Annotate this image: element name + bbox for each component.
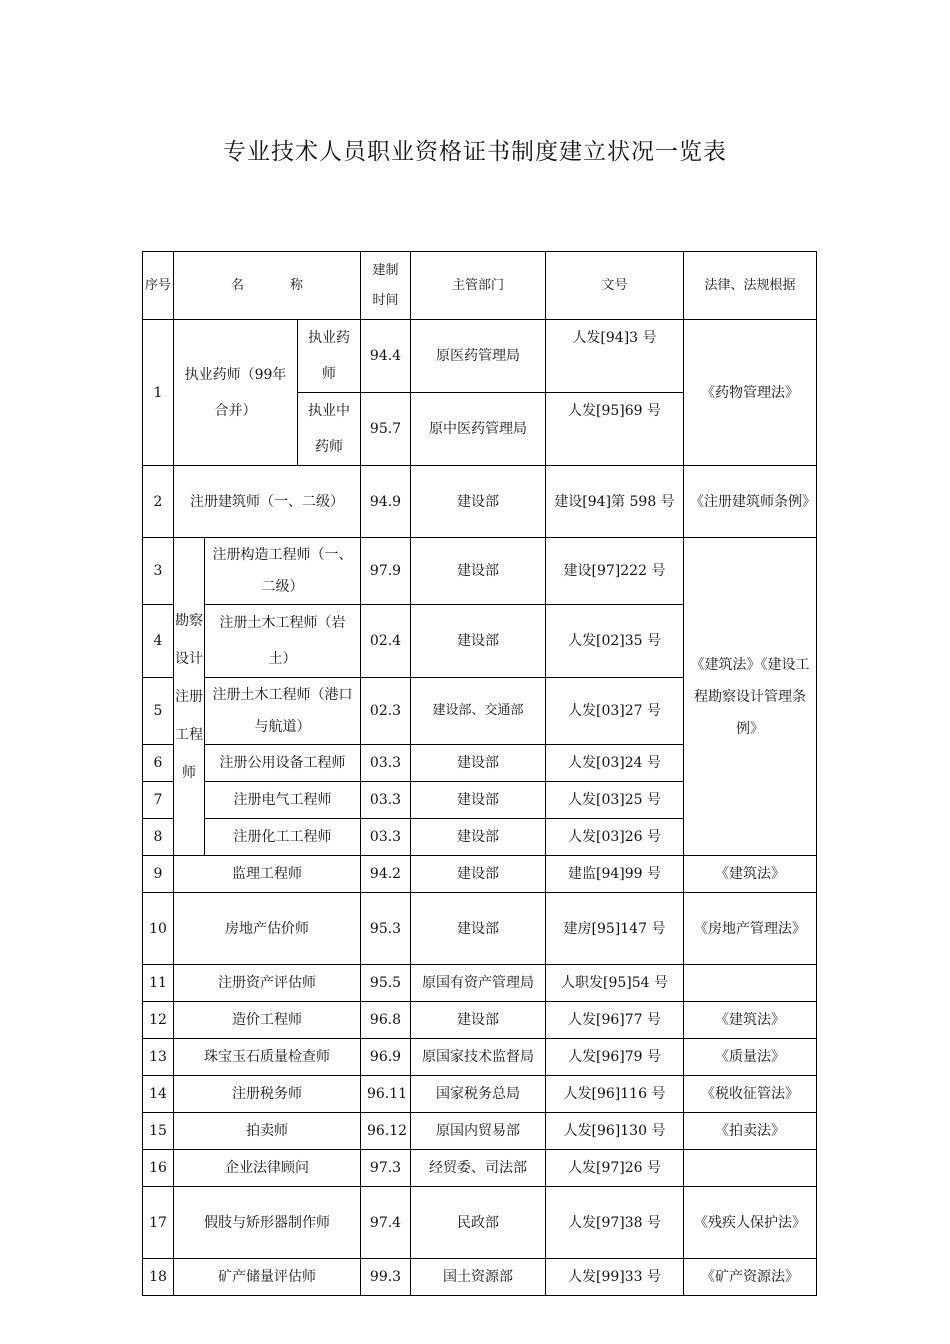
- row-time: 96.8: [361, 1002, 411, 1039]
- row-doc: 建监[94]99 号: [546, 856, 684, 893]
- row-doc: 建设[97]222 号: [546, 538, 684, 605]
- row-seq: 10: [143, 893, 174, 965]
- row-seq: 3: [143, 538, 174, 605]
- row-doc: 人发[03]27 号: [546, 678, 684, 745]
- table-row: [143, 1150, 817, 1187]
- header-law: 法律、法规根据: [684, 252, 817, 320]
- row-dept: 原国有资产管理局: [411, 965, 546, 1002]
- row-name: 房地产估价师: [174, 893, 361, 965]
- row-time: 02.4: [361, 605, 411, 678]
- row-law: [684, 1150, 817, 1187]
- row-dept: 建设部: [411, 819, 546, 856]
- header-time: 建制时间: [361, 252, 411, 320]
- row-time: 96.11: [361, 1076, 411, 1113]
- header-name-b: 称: [290, 277, 304, 293]
- row-name: 注册税务师: [174, 1076, 361, 1113]
- row-name: 假肢与矫形器制作师: [174, 1187, 361, 1259]
- row-law: 《税收征管法》: [684, 1076, 817, 1113]
- row-time: 94.9: [361, 466, 411, 538]
- row-seq: 7: [143, 782, 174, 819]
- row-seq: 11: [143, 965, 174, 1002]
- row-seq: 1: [143, 320, 174, 466]
- row-doc: 人发[99]33 号: [546, 1259, 684, 1296]
- row-name: 注册土木工程师（港口与航道）: [205, 678, 361, 745]
- row-name: 注册电气工程师: [205, 782, 361, 819]
- row-dept: 建设部、交通部: [411, 678, 546, 745]
- row-seq: 5: [143, 678, 174, 745]
- row-dept: 经贸委、司法部: [411, 1150, 546, 1187]
- row-law: 《矿产资源法》: [684, 1259, 817, 1296]
- row-time: 95.5: [361, 965, 411, 1002]
- row-dept: 原国内贸易部: [411, 1113, 546, 1150]
- row-seq: 8: [143, 819, 174, 856]
- row-name: 注册资产评估师: [174, 965, 361, 1002]
- header-name-a: 名: [230, 277, 244, 293]
- row-doc: 人发[97]26 号: [546, 1150, 684, 1187]
- row-name: 执业药师: [298, 320, 361, 393]
- header-dept: 主管部门: [411, 252, 546, 320]
- row-time: 95.3: [361, 893, 411, 965]
- row-name: 注册建筑师（一、二级）: [174, 466, 361, 538]
- row-seq: 4: [143, 605, 174, 678]
- row-doc: 人发[03]24 号: [546, 745, 684, 782]
- row-doc: 人发[02]35 号: [546, 605, 684, 678]
- row-doc: 人发[96]79 号: [546, 1039, 684, 1076]
- row-dept: 建设部: [411, 605, 546, 678]
- row-law: 《建筑法》《建设工程勘察设计管理条例》: [684, 538, 817, 856]
- row-seq: 13: [143, 1039, 174, 1076]
- row-time: 94.2: [361, 856, 411, 893]
- row-doc: 人发[03]26 号: [546, 819, 684, 856]
- row-seq: 12: [143, 1002, 174, 1039]
- row-dept: 国土资源部: [411, 1259, 546, 1296]
- row-seq: 16: [143, 1150, 174, 1187]
- table-row: [143, 1113, 817, 1150]
- qualification-table: [142, 251, 817, 1296]
- table-row: [143, 320, 817, 393]
- row-seq: 15: [143, 1113, 174, 1150]
- row-dept: 原医药管理局: [411, 320, 546, 393]
- row-dept: 国家税务总局: [411, 1076, 546, 1113]
- row-doc: 人发[97]38 号: [546, 1187, 684, 1259]
- row-law: 《注册建筑师条例》: [684, 466, 817, 538]
- table-row: [143, 1039, 817, 1076]
- row-time: 99.3: [361, 1259, 411, 1296]
- row-time: 03.3: [361, 782, 411, 819]
- row-name: 注册公用设备工程师: [205, 745, 361, 782]
- table-row: [143, 856, 817, 893]
- group-parent-name: 勘察设计注册工程师: [174, 538, 205, 856]
- row-dept: 原中医药管理局: [411, 393, 546, 466]
- row-seq: 17: [143, 1187, 174, 1259]
- table-row: [143, 1187, 817, 1259]
- row-time: 03.3: [361, 745, 411, 782]
- row-seq: 14: [143, 1076, 174, 1113]
- table-row: [143, 538, 817, 605]
- row-dept: 建设部: [411, 1002, 546, 1039]
- row-time: 02.3: [361, 678, 411, 745]
- table-row: [143, 1002, 817, 1039]
- header-seq: 序号: [143, 252, 174, 320]
- row-doc: 人发[96]130 号: [546, 1113, 684, 1150]
- table-row: [143, 893, 817, 965]
- row-seq: 9: [143, 856, 174, 893]
- row-doc: 人发[96]77 号: [546, 1002, 684, 1039]
- row-doc: 建房[95]147 号: [546, 893, 684, 965]
- row-name: 拍卖师: [174, 1113, 361, 1150]
- row-law: 《质量法》: [684, 1039, 817, 1076]
- row-doc: 人发[95]69 号: [546, 393, 684, 466]
- row-time: 94.4: [361, 320, 411, 393]
- row-time: 97.9: [361, 538, 411, 605]
- row-name: 监理工程师: [174, 856, 361, 893]
- row-dept: 建设部: [411, 856, 546, 893]
- row-name: 执业中药师: [298, 393, 361, 466]
- row-name: 矿产储量评估师: [174, 1259, 361, 1296]
- row-time: 96.9: [361, 1039, 411, 1076]
- row-dept: 建设部: [411, 538, 546, 605]
- row-name: 注册土木工程师（岩土）: [205, 605, 361, 678]
- row-dept: 民政部: [411, 1187, 546, 1259]
- page-title: 专业技术人员职业资格证书制度建立状况一览表: [223, 139, 727, 165]
- row-name: 注册构造工程师（一、二级）: [205, 538, 361, 605]
- row-dept: 建设部: [411, 782, 546, 819]
- table-row: [143, 466, 817, 538]
- row-doc: 人发[03]25 号: [546, 782, 684, 819]
- group-parent-name: 执业药师（99年合并）: [174, 320, 298, 466]
- row-time: 97.3: [361, 1150, 411, 1187]
- row-law: 《建筑法》: [684, 1002, 817, 1039]
- row-doc: 人发[94]3 号: [546, 320, 684, 393]
- row-name: 珠宝玉石质量检查师: [174, 1039, 361, 1076]
- row-time: 97.4: [361, 1187, 411, 1259]
- table-row: [143, 1076, 817, 1113]
- row-seq: 2: [143, 466, 174, 538]
- row-dept: 建设部: [411, 745, 546, 782]
- row-time: 95.7: [361, 393, 411, 466]
- row-doc: 人职发[95]54 号: [546, 965, 684, 1002]
- table-header-row: [143, 252, 817, 320]
- row-law: 《房地产管理法》: [684, 893, 817, 965]
- table-row: [143, 1259, 817, 1296]
- table-row: [143, 965, 817, 1002]
- row-seq: 18: [143, 1259, 174, 1296]
- row-time: 03.3: [361, 819, 411, 856]
- header-name: [174, 252, 361, 320]
- row-seq: 6: [143, 745, 174, 782]
- row-dept: 建设部: [411, 893, 546, 965]
- row-doc: 人发[96]116 号: [546, 1076, 684, 1113]
- header-doc: 文号: [546, 252, 684, 320]
- row-dept: 建设部: [411, 466, 546, 538]
- row-name: 造价工程师: [174, 1002, 361, 1039]
- row-law: 《残疾人保护法》: [684, 1187, 817, 1259]
- row-law: 《药物管理法》: [684, 320, 817, 466]
- row-time: 96.12: [361, 1113, 411, 1150]
- row-law: [684, 965, 817, 1002]
- row-name: 企业法律顾问: [174, 1150, 361, 1187]
- row-law: 《拍卖法》: [684, 1113, 817, 1150]
- row-law: 《建筑法》: [684, 856, 817, 893]
- row-dept: 原国家技术监督局: [411, 1039, 546, 1076]
- row-name: 注册化工工程师: [205, 819, 361, 856]
- row-doc: 建设[94]第 598 号: [546, 466, 684, 538]
